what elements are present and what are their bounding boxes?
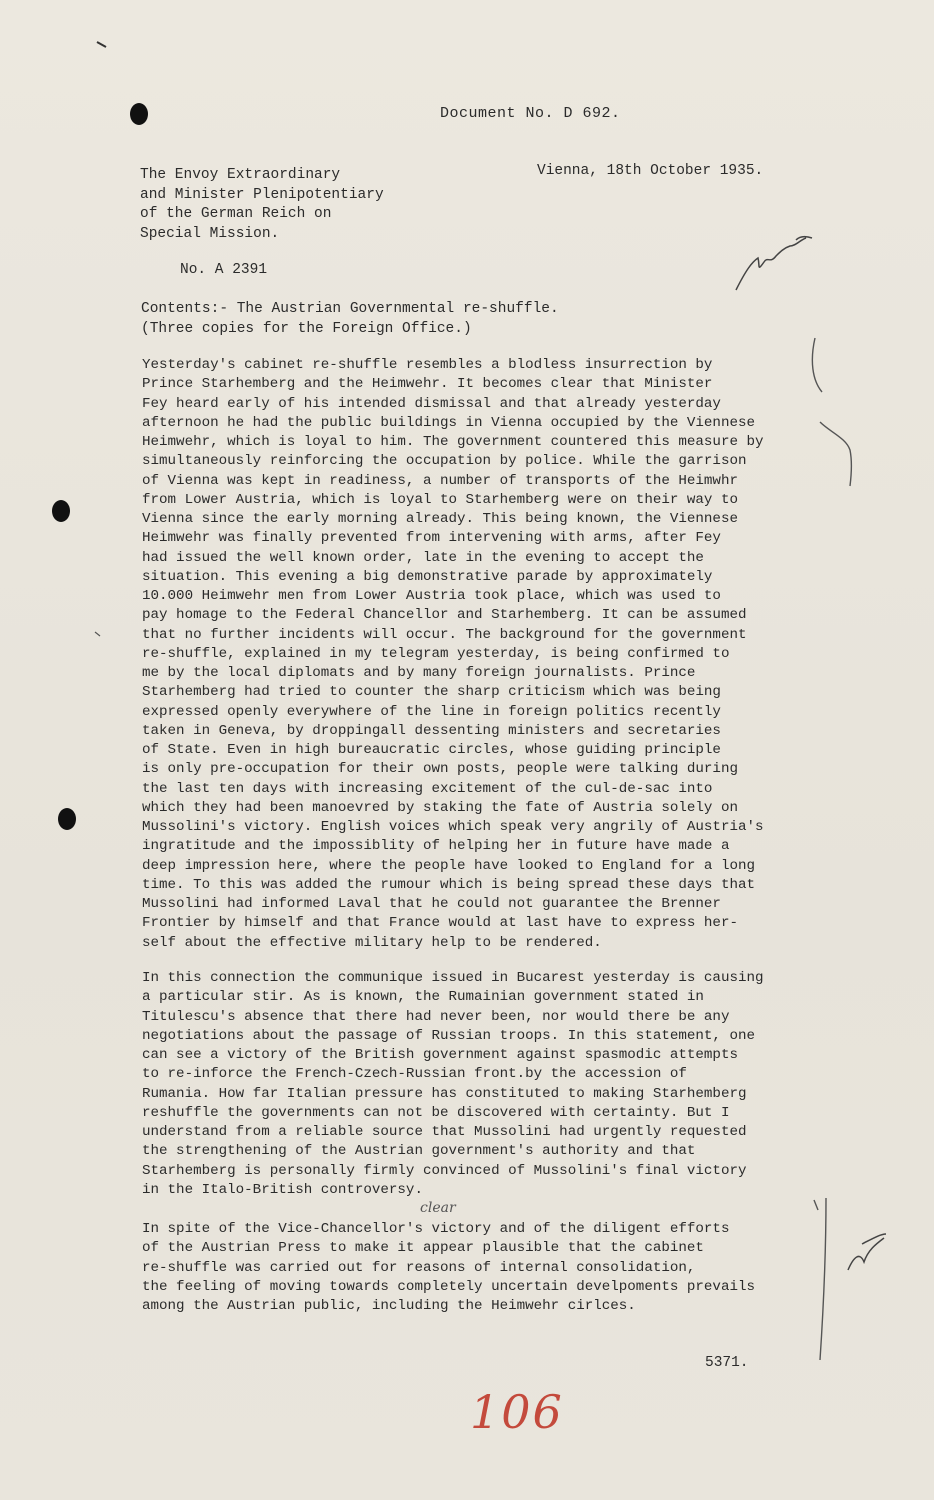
text-line: which they had been manoevred by staking the fate of Austria solely on — [142, 799, 738, 816]
sender-line: and Minister Plenipotentiary — [140, 186, 384, 203]
text-line: of State. Even in high bureaucratic circles, whose guiding principle — [142, 742, 721, 758]
text-line: in the Italo-British controversy. — [142, 1181, 423, 1198]
text-line: to re-inforce the French-Czech-Russian front.by the accession of — [142, 1066, 687, 1083]
text-line: can see a victory of the British government against spasmodic attempts — [142, 1047, 738, 1063]
text-line: the feeling of moving towards completely uncertain develpoments prevails — [142, 1278, 755, 1295]
text-line: had issued the well known order, late in the evening to accept the — [142, 549, 704, 566]
text-line: Prince Starhemberg and the Heimwehr. It becomes clear that Minister — [142, 376, 713, 393]
text-line: In this connection the communique issued in Bucarest yesterday is causing — [142, 970, 764, 986]
text-line: Starhemberg had tried to counter the sharp criticism which was being — [142, 684, 721, 701]
text-line: understand from a reliable source that Mussolini had urgently requested — [142, 1124, 747, 1140]
sender-line: The Envoy Extraordinary — [140, 167, 341, 183]
text-line: Vienna since the early morning already. This being known, the Viennese — [142, 511, 738, 527]
text-line: a particular stir. As is known, the Rumainian government stated in — [142, 989, 704, 1006]
text-line: is only pre-occupation for their own posts, people were talking during — [142, 761, 738, 778]
reference-number: No. A 2391 — [180, 262, 268, 278]
text-line: re-shuffle was carried out for reasons of internal consolidation, — [142, 1259, 696, 1276]
initials-mark — [736, 237, 812, 290]
text-line: Mussolini had informed Laval that he could not guarantee the Brenner — [142, 896, 721, 912]
margin-bracket — [812, 338, 851, 486]
text-line: Titulescu's absence that there had never been, nor would there be any — [142, 1008, 730, 1025]
sender-line: of the German Reich on — [140, 206, 332, 223]
text-line: among the Austrian public, including the Heimwehr cirlces. — [142, 1298, 636, 1314]
contents-line: Contents:- The Austrian Governmental re-shuffle. — [141, 301, 559, 317]
document-number: Document No. D 692. — [440, 105, 621, 122]
sender-line: Special Mission. — [140, 225, 280, 242]
stray-mark — [95, 632, 100, 636]
tick-mark — [814, 1200, 818, 1210]
text-line: reshuffle the governments can not be discovered with certainty. But I — [142, 1104, 730, 1121]
text-line: the strengthening of the Austrian government's authority and that — [142, 1143, 696, 1160]
text-line: self about the effective military help to be rendered. — [142, 934, 602, 951]
place-date: Vienna, 18th October 1935. — [537, 163, 764, 179]
text-line: ingratitude and the impossiblity of helping her in future have made a — [142, 838, 730, 855]
page-reference: 5371. — [705, 1355, 749, 1371]
text-line: Starhemberg is personally firmly convinced of Mussolini's final victory — [142, 1162, 747, 1179]
text-line: Rumania. How far Italian pressure has constituted to making Starhemberg — [142, 1085, 747, 1102]
text-line: pay homage to the Federal Chancellor and Starhemberg. It can be assumed — [142, 607, 747, 624]
margin-line — [820, 1198, 826, 1360]
text-line: that no further incidents will occur. The background for the government — [142, 626, 747, 643]
contents-line: (Three copies for the Foreign Office.) — [141, 320, 472, 337]
text-line: Heimwehr was finally prevented from intervening with arms, after Fey — [142, 530, 721, 547]
text-line: of the Austrian Press to make it appear plausible that the cabinet — [142, 1240, 704, 1257]
text-line: negotiations about the passage of Russian troops. In this statement, one — [142, 1027, 755, 1044]
text-line: deep impression here, where the people have looked to England for a long — [142, 857, 755, 874]
text-line: Mussolini's victory. English voices which speak very angrily of Austria's — [142, 819, 764, 835]
text-line: the last ten days with increasing excitement of the cul-de-sac into — [142, 780, 713, 797]
text-line: situation. This evening a big demonstrative parade by approximately — [142, 568, 713, 585]
text-line: 10.000 Heimwehr men from Lower Austria took place, which was used to — [142, 588, 721, 604]
text-line: Frontier by himself and that France would at last have to express her- — [142, 915, 738, 932]
text-line: me by the local diplomats and by many foreign journalists. Prince — [142, 665, 696, 681]
text-line: simultaneously reinforcing the occupation by police. While the garrison — [142, 453, 747, 470]
text-line: of Vienna was kept in readiness, a number of transports of the Heimwhr — [142, 472, 738, 489]
text-line: taken in Geneva, by droppingall dessenting ministers and secretaries — [142, 722, 721, 739]
text-line: time. To this was added the rumour which is being spread these days that — [142, 876, 755, 893]
initials-mark — [848, 1234, 886, 1270]
stray-mark — [97, 42, 106, 47]
text-line: Yesterday's cabinet re-shuffle resembles a blodless insurrection by — [142, 357, 713, 373]
text-line: Heimwehr, which is loyal to him. The government countered this measure by — [142, 434, 764, 450]
text-line: afternoon he had the public buildings in Vienna occupied by the Viennese — [142, 414, 755, 431]
text-line: Fey heard early of his intended dismissal and that already yesterday — [142, 395, 721, 412]
text-line: re-shuffle, explained in my telegram yesterday, is being confirmed to — [142, 645, 730, 662]
text-line: In spite of the Vice-Chancellor's victory and of the diligent efforts — [142, 1221, 730, 1237]
handwritten-insert: clear — [420, 1200, 456, 1216]
folio-number: 106 — [470, 1385, 564, 1439]
text-line: expressed openly everywhere of the line in foreign politics recently — [142, 703, 721, 720]
text-line: from Lower Austria, which is loyal to Starhemberg were on their way to — [142, 491, 738, 508]
